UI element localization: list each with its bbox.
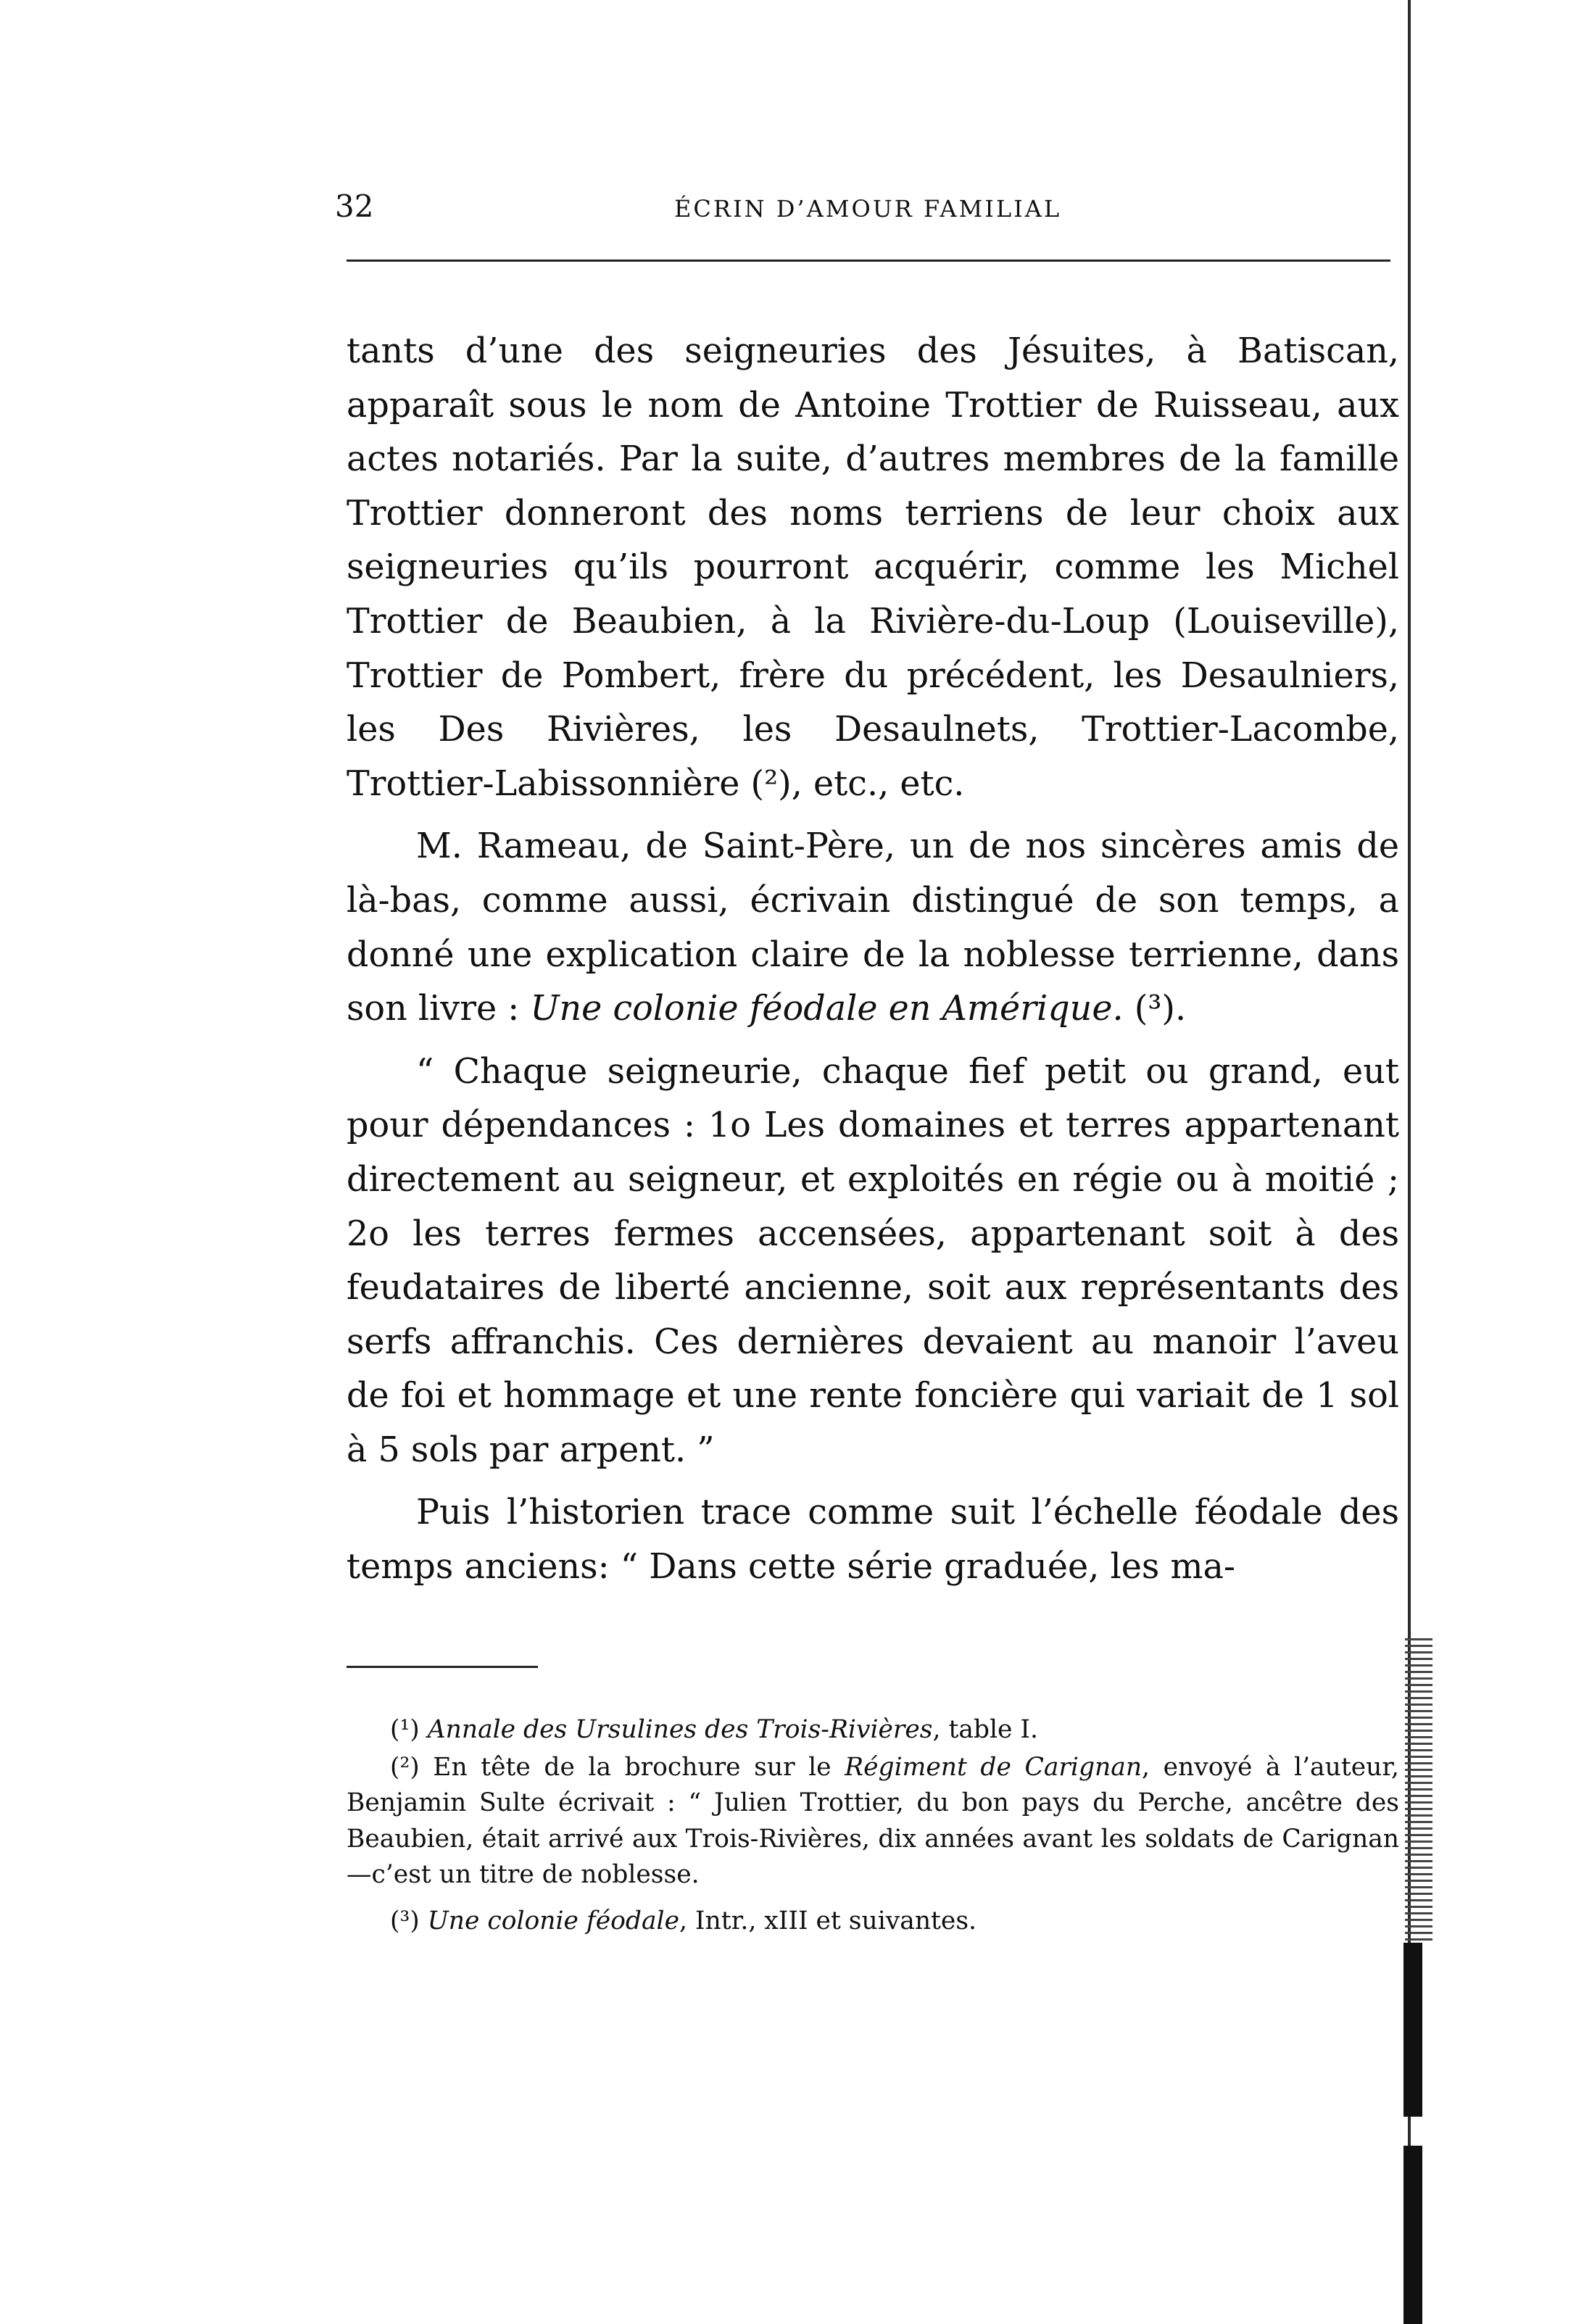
footnote-text: , table I. <box>932 1715 1038 1744</box>
footnote-3 <box>347 1904 1399 1940</box>
book-title: Une colonie féodale en Amérique. <box>530 989 1124 1029</box>
footnote-marker: (³) <box>390 1906 428 1935</box>
running-title: ÉCRIN D’AMOUR FAMILIAL <box>674 195 1062 223</box>
body-text <box>347 325 1399 1595</box>
paragraph: tants d’une des seigneuries des Jésuites, à Batiscan, apparaît sous le nom de Antoine Trottier de Ruisseau, aux actes notariés. Par la suite, d’autres membres de la famille Trottier donneront des noms terriens de leur choix aux seigneuries qu’ils pourront acquérir, comme les Michel Trottier de Beaubien, à la Rivière-du-Loup (Louiseville), Trottier de Pombert, frère du précédent, les Desaulniers, les Des Rivières, les Desaulnets, Trottier-Lacombe, Trottier-Labissonnière (²), etc., etc. <box>347 331 1399 804</box>
paragraph: “ Chaque seigneurie, chaque fief petit ou grand, eut pour dépendances : 1o Les domaines et terres appartenant directement au seigneur, et exploités en régie ou à moitié ; 2o les terres fermes accensées, appartenant soit à des feudataires de liberté ancienne, soit aux représentants des serfs affranchis. Ces dernières devaient au manoir l’aveu de foi et hommage et une rente foncière qui variait de 1 sol à 5 sols par arpent. ” <box>347 1051 1399 1470</box>
footnote-2 <box>347 1750 1399 1893</box>
paragraph <box>347 820 1399 1036</box>
footnote-title: Une colonie féodale <box>427 1906 679 1935</box>
paragraph-text: M. Rameau, de Saint-Père, un de nos sincères amis de là-bas, comme aussi, écrivain distingué de son temps, a donné une explication claire de la noblesse terrienne, dans son livre : <box>347 826 1399 1029</box>
page-edge-shadow <box>1403 1943 1422 2117</box>
footnote-1 <box>347 1712 1399 1748</box>
footnote-title: Régiment de Carignan <box>845 1752 1143 1782</box>
footnote-text: (²) En tête de la brochure sur le <box>390 1752 845 1782</box>
footnote-marker: (¹) <box>390 1715 428 1744</box>
footnotes <box>347 1712 1399 1939</box>
footnote-title: Annale des Ursulines des Trois-Rivières <box>427 1715 933 1744</box>
footnote-text: , envoyé à l’auteur, Benjamin Sulte écrivait : “ Julien Trottier, du bon pays du Perche, ancêtre des Beaubien, était arrivé aux Trois-Rivières, dix années avant les soldats de Carignan—c’est un titre de noblesse. <box>347 1752 1400 1889</box>
paragraph: Puis l’historien trace comme suit l’échelle féodale des temps anciens: “ Dans cette série graduée, les ma- <box>347 1493 1399 1588</box>
footnote-rule <box>347 1666 538 1668</box>
page-number: 32 <box>335 188 374 224</box>
page-edge-scan-marks <box>1403 0 1454 2324</box>
footnote-text: , Intr., xIII et suivantes. <box>679 1906 976 1935</box>
page-edge-shadow <box>1403 2146 1422 2324</box>
page-edge-noise <box>1405 1638 1432 1943</box>
header-rule <box>347 260 1390 262</box>
footnote-reference: (³). <box>1123 989 1187 1029</box>
